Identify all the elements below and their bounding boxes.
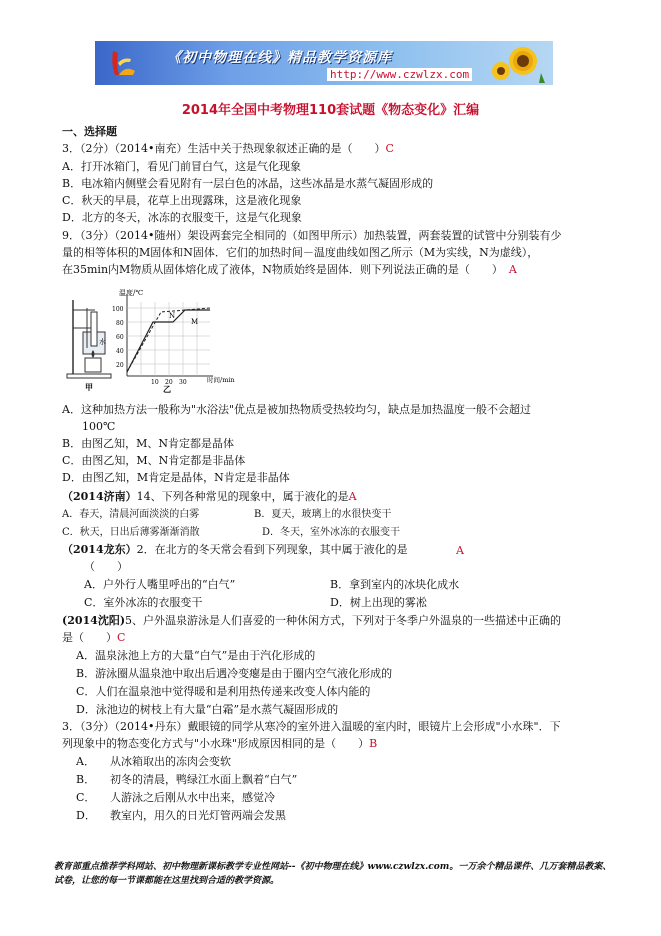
question-5-option-d: D．泳池边的树枝上有大量“白霜”是水蒸气凝固形成的 [76, 703, 339, 716]
option-text: 从冰箱取出的冻肉会变软 [110, 755, 231, 768]
question-4-text: 2．在北方的冬天常会看到下列现象，其中属于液化的是 [136, 543, 408, 556]
banner-url[interactable]: http://www.czwlzx.com [327, 68, 472, 81]
question-4-answer: A [456, 544, 464, 557]
question-6-text-2: 列现象中的物态变化方式与"小水珠"形成原因相同的是（ ） [62, 737, 370, 750]
question-3-option-c: C．秋天，日出后薄雾渐渐消散 [62, 527, 200, 538]
question-3-stem [62, 490, 357, 504]
question-6-option-c [76, 791, 275, 805]
x-axis-label: 时间/min [207, 376, 235, 384]
apparatus-diagram [67, 300, 111, 392]
question-5-option-b: B．游泳圈从温泉池中取出后遇冷变瘪是由于圈内空气液化形成的 [76, 667, 393, 680]
question-1-option-b: B．电冰箱内侧壁会看见附有一层白色的冰晶，这些冰晶是水蒸气凝固形成的 [62, 177, 434, 190]
question-6-option-b [76, 773, 297, 787]
question-4-option-b: B．拿到室内的冰块化成水 [330, 578, 460, 591]
site-logo-icon [109, 47, 139, 79]
caption-right: 乙 [163, 384, 171, 394]
y-axis-label: 温度/℃ [119, 289, 144, 297]
question-2-text: 在35min内M物质从固体熔化成了液体，N物质始终是固体．则下列说法正确的是（ ） [62, 263, 503, 276]
option-letter: A． [76, 755, 95, 768]
option-text: 人游泳之后刚从水中出来，感觉冷 [110, 791, 275, 804]
question-1-option-a: A．打开冰箱门，看见门前冒白气，这是气化现象 [62, 160, 301, 173]
y-tick-40: 40 [116, 348, 124, 355]
section-heading: 一、选择题 [62, 125, 117, 138]
question-5-source: (2014沈阳) [62, 614, 126, 627]
question-2-option-a: A．这种加热方法一般称为"水浴法"优点是被加热物质受热较均匀，缺点是加热温度一般不会超过 [62, 403, 532, 416]
question-3-answer: A [348, 490, 357, 503]
water-label: 水 [99, 338, 106, 346]
option-text: 教室内，用久的日光灯管两端会发黑 [110, 809, 286, 822]
question-3-text: 14、下列各种常见的现象中，属于液化的是 [136, 490, 349, 503]
question-3-source: （2014济南） [62, 490, 137, 503]
question-4-paren: （ ） [84, 560, 128, 573]
question-1-option-c: C．秋天的早晨，花草上出现露珠，这是液化现象 [62, 194, 302, 207]
question-5-answer: C [117, 631, 126, 644]
y-tick-80: 80 [116, 320, 124, 327]
question-1-option-d: D．北方的冬天，冰冻的衣服变干，这是气化现象 [62, 211, 302, 224]
y-tick-100: 100 [112, 306, 124, 313]
question-4-stem [62, 543, 408, 557]
question-4-option-d: D．树上出现的雾凇 [330, 596, 427, 609]
question-6-stem: 3．（3分）（2014•丹东）戴眼镜的同学从寒冷的室外进入温暖的室内时，眼镜片上会形成"小水珠"．下 [62, 720, 561, 733]
question-6-option-a [76, 755, 231, 769]
question-5-stem-cont [62, 631, 125, 645]
question-2-option-c: C．由图乙知，M、N肯定都是非晶体 [62, 454, 246, 467]
sunflower-icon [489, 43, 549, 83]
document-title: 2014年全国中考物理110套试题《物态变化》汇编 [181, 103, 480, 118]
question-5-text-2: 是（ ） [62, 631, 117, 644]
question-4-source: （2014龙东） [62, 543, 137, 556]
header-banner [95, 41, 553, 85]
option-letter: B． [76, 773, 96, 786]
question-1-answer: C [385, 142, 394, 155]
question-1-stem [62, 142, 394, 156]
option-letter: C． [76, 791, 96, 804]
caption-left: 甲 [85, 382, 93, 392]
option-text: 初冬的清晨，鸭绿江水面上飘着“白气” [110, 773, 298, 786]
question-5-stem [62, 614, 561, 628]
question-5-option-c: C．人们在温泉池中觉得暖和是利用热传递来改变人体内能的 [76, 685, 371, 698]
question-6-answer: B [369, 737, 378, 750]
heating-figure [65, 288, 250, 396]
question-6-option-d [76, 809, 286, 823]
question-2-option-d: D．由图乙知，M肯定是晶体，N肯定是非晶体 [62, 471, 290, 484]
y-tick-60: 60 [116, 334, 124, 341]
x-tick-30: 30 [179, 379, 187, 386]
question-2-line-1: 9．（3分）（2014•随州）架设两套完全相同的（如图甲所示）加热装置，两套装置的试管中分别装有少 [62, 229, 562, 242]
page-footer: 教育部重点推荐学科网站、初中物理新课标教学专业性网站--《初中物理在线》www.czwlzx.com。一万余个精品课件、几万套精品教案、试卷，让您的每一节课都能在这里找到合适的教学资源。 [54, 862, 612, 886]
temperature-graph [112, 288, 235, 394]
question-4-option-a: A．户外行人嘴里呼出的“白气” [84, 578, 236, 591]
x-tick-10: 10 [151, 379, 159, 386]
question-2-line-3 [62, 263, 517, 277]
y-tick-20: 20 [116, 362, 124, 369]
question-2-answer: A [508, 263, 517, 276]
curve-label-n: N [169, 312, 176, 320]
question-6-stem-cont [62, 737, 377, 751]
question-5-option-a: A．温泉泳池上方的大量“白气”是由于汽化形成的 [76, 649, 316, 662]
banner-title: 《初中物理在线》精品教学资源库 [167, 50, 392, 66]
question-3-option-a: A．春天，清晨河面淡淡的白雾 [62, 509, 200, 520]
question-4-option-c: C．室外冰冻的衣服变干 [84, 596, 203, 609]
question-2-option-b: B．由图乙知，M、N肯定都是晶体 [62, 437, 234, 450]
curve-label-m: M [191, 318, 199, 326]
question-3-option-b: B．夏天，玻璃上的水很快变干 [254, 509, 392, 520]
question-5-text: 5、户外温泉游泳是人们喜爱的一种休闲方式，下列对于冬季户外温泉的一些描述中正确的 [125, 614, 562, 627]
x-tick-20: 20 [165, 379, 173, 386]
question-3-option-d: D．冬天，室外冰冻的衣服变干 [262, 527, 401, 538]
question-2-line-2: 量的相等体积的M固体和N固体．它们的加热时间－温度曲线如图乙所示（M为实线，N为虚线）， [62, 246, 539, 259]
question-1-text: 3．（2分）（2014•南充）生活中关于热现象叙述正确的是（ ） [62, 142, 386, 155]
option-letter: D． [76, 809, 96, 822]
question-2-option-a-cont: 100℃ [82, 420, 116, 433]
